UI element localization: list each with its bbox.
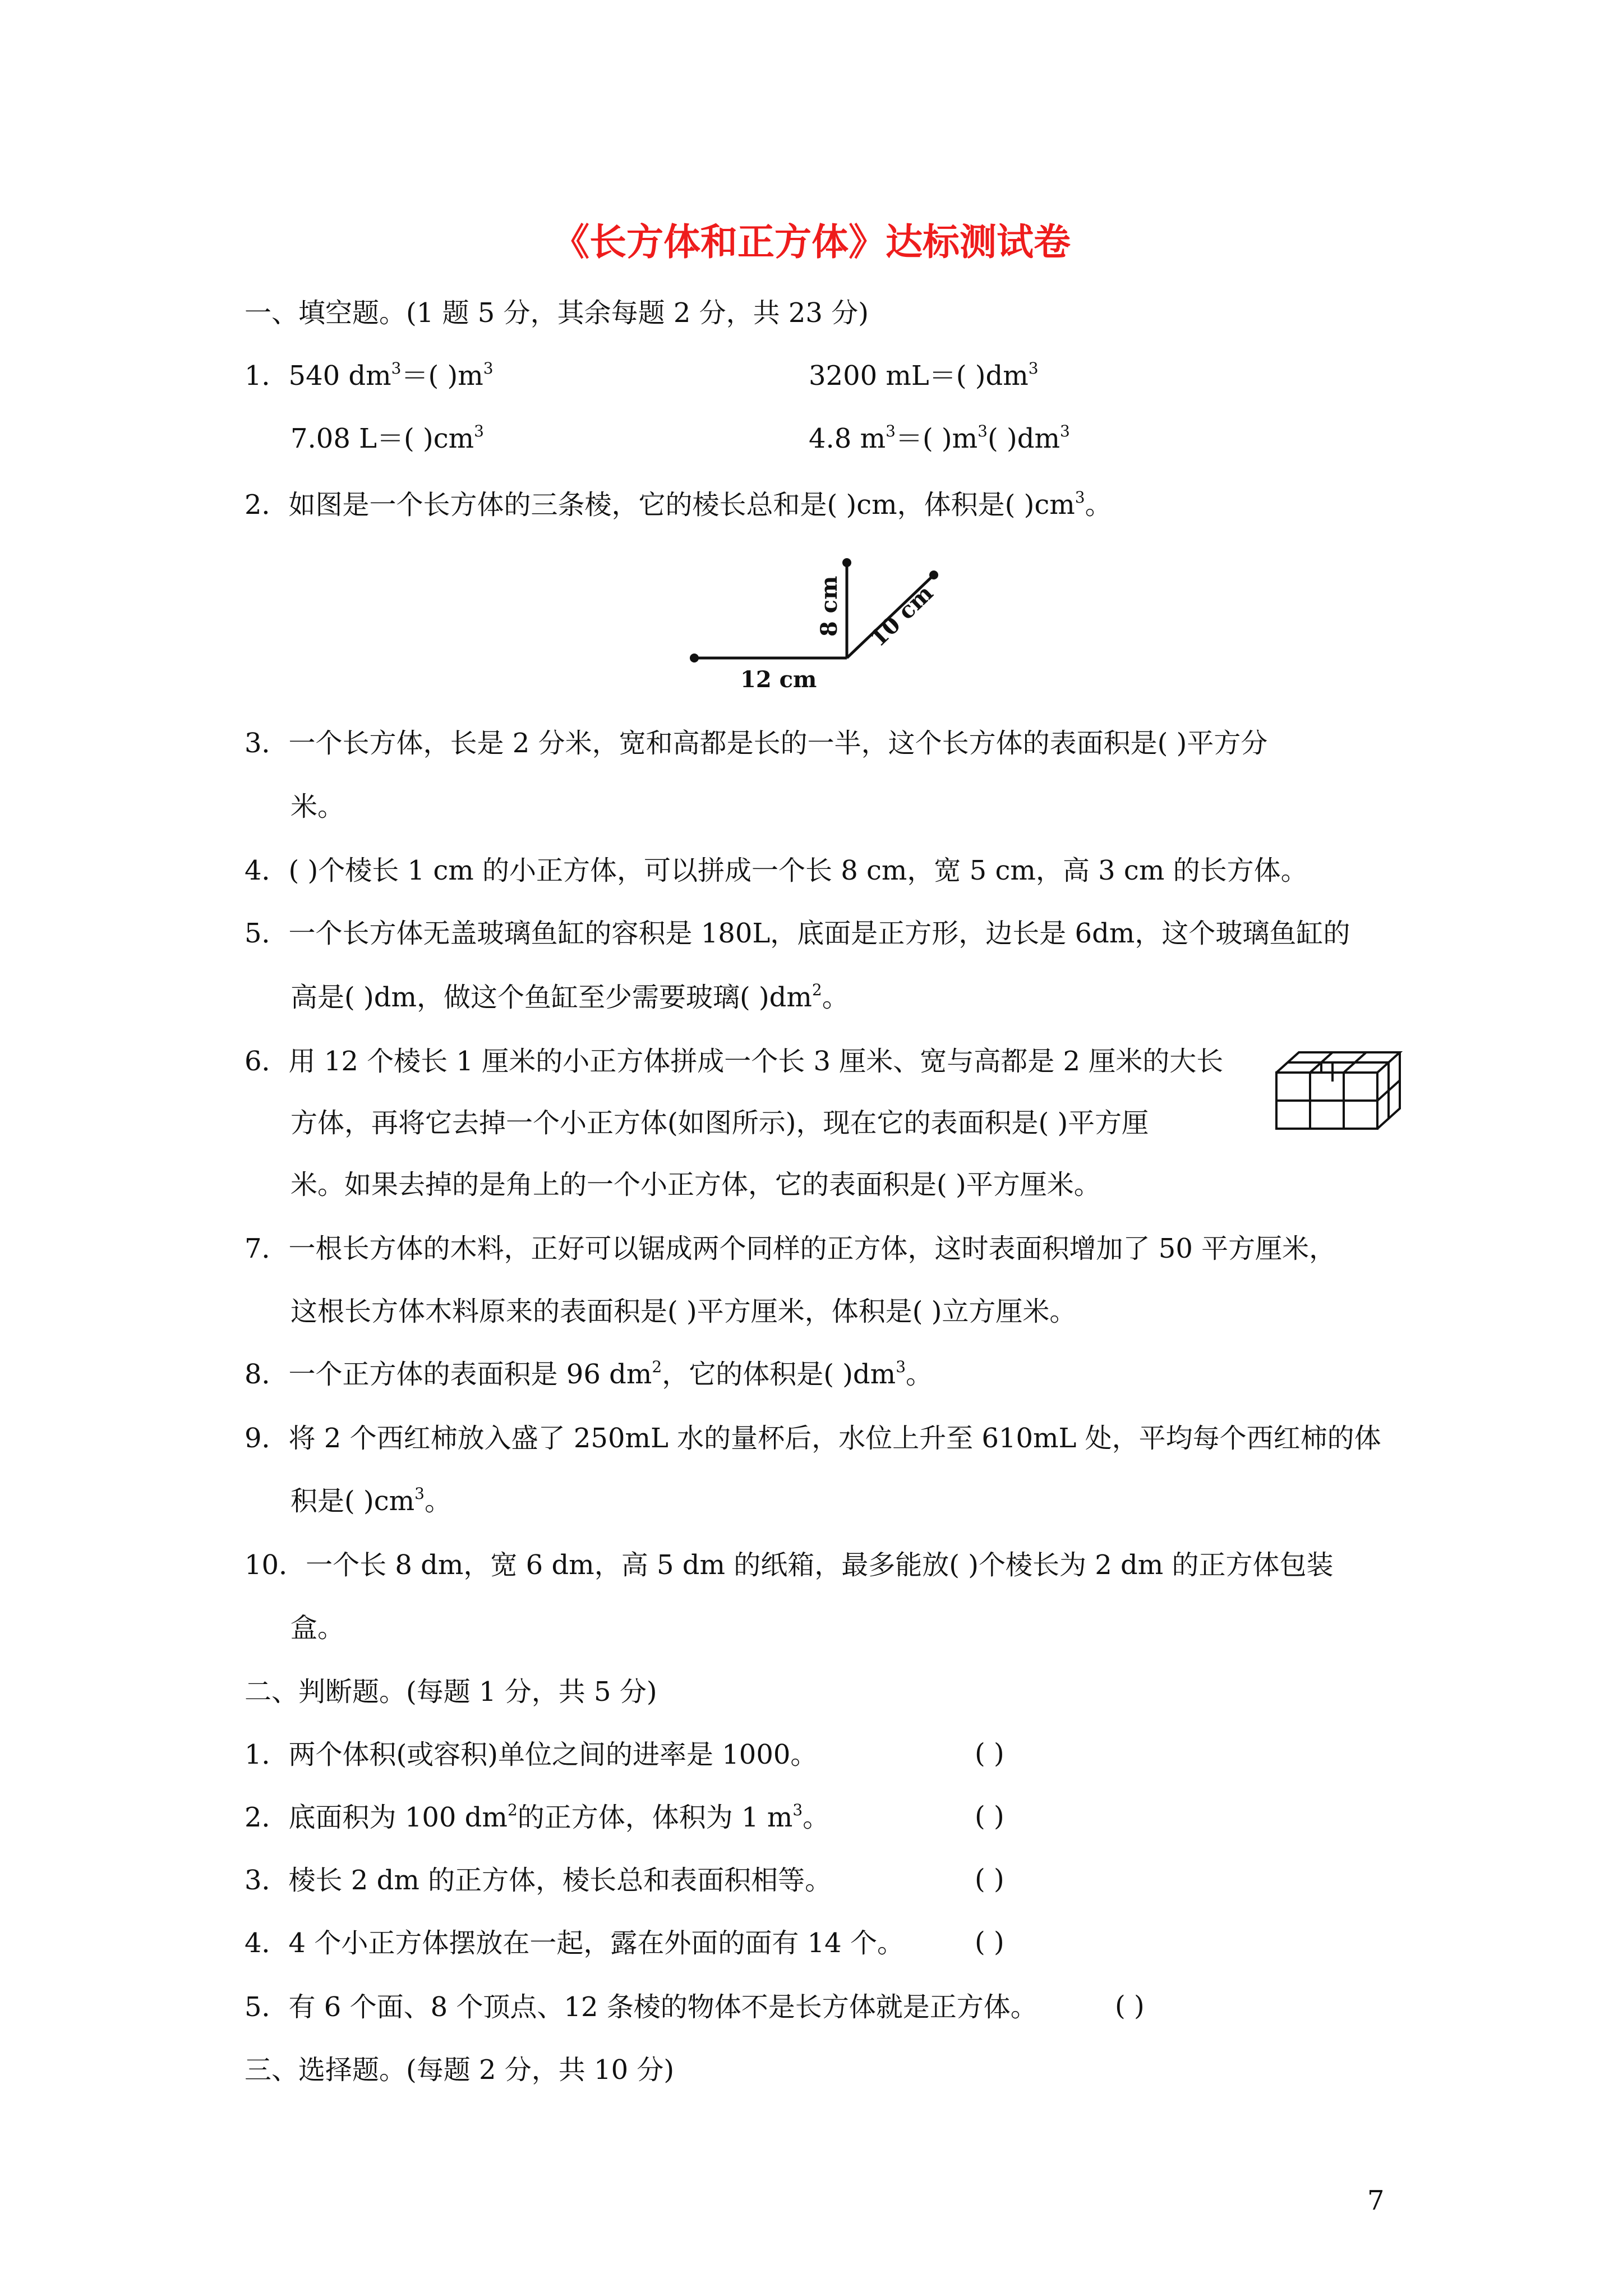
q1-d-text: 4.8 m bbox=[809, 423, 886, 454]
superscript: 3 bbox=[1028, 359, 1039, 378]
superscript: 3 bbox=[483, 359, 494, 378]
q1-b-text: 3200 mL＝( )dm bbox=[809, 360, 1029, 392]
q3-line-1 bbox=[245, 726, 1267, 760]
q10-text: 一个长 8 dm，宽 6 dm，高 5 dm 的纸箱，最多能放( )个棱长为 2 dm 的正方体包装 bbox=[306, 1549, 1334, 1581]
q7-text: 一根长方体的木料，正好可以锯成两个同样的正方体，这时表面积增加了 50 平方厘米， bbox=[288, 1233, 1336, 1264]
q8-blank: ，它的体积是( )dm bbox=[662, 1359, 896, 1390]
q9-line-2 bbox=[291, 1484, 451, 1518]
q1-a-blank: ＝( )m bbox=[401, 360, 483, 392]
q10-line-1 bbox=[245, 1548, 1334, 1582]
superscript: 3 bbox=[1075, 488, 1085, 507]
answer-paren[interactable]: ( ) bbox=[975, 1801, 1004, 1832]
q6-line-1 bbox=[245, 1045, 1223, 1078]
tf-item-4 bbox=[245, 1926, 904, 1960]
tf-item-3 bbox=[245, 1864, 832, 1897]
punctuation: 。 bbox=[803, 1802, 830, 1833]
label-8cm: 8 cm bbox=[816, 576, 842, 637]
question-number: 5． bbox=[245, 1991, 289, 2023]
question-number: 1． bbox=[245, 1739, 289, 1770]
tf-item-2 bbox=[245, 1801, 829, 1834]
q6-line-3: 米。如果去掉的是角上的一个小正方体，它的表面积是( )平方厘米。 bbox=[291, 1169, 1101, 1200]
label-10cm: 10 cm bbox=[865, 579, 938, 652]
answer-paren[interactable]: ( ) bbox=[975, 1864, 1004, 1895]
question-number: 7． bbox=[245, 1233, 289, 1264]
q5-line-2 bbox=[291, 981, 849, 1014]
tf-text-2: 的正方体，体积为 1 m bbox=[517, 1802, 793, 1833]
q8-text: 一个正方体的表面积是 96 dm bbox=[288, 1359, 652, 1390]
q1-b bbox=[809, 359, 1039, 393]
q5-text: 一个长方体无盖玻璃鱼缸的容积是 180L，底面是正方形，边长是 6dm，这个玻璃鱼缸的 bbox=[288, 918, 1350, 949]
q3-line-2: 米。 bbox=[291, 791, 345, 822]
superscript: 3 bbox=[1059, 422, 1070, 440]
q9-text: 将 2 个西红柿放入盛了 250mL 水的量杯后，水位上升至 610mL 处，平均每个西红柿的体 bbox=[288, 1423, 1381, 1454]
question-number: 6． bbox=[245, 1046, 289, 1077]
superscript: 2 bbox=[652, 1358, 662, 1376]
q10-line-2: 盒。 bbox=[291, 1612, 345, 1644]
superscript: 3 bbox=[474, 422, 484, 440]
q6-text: 用 12 个棱长 1 厘米的小正方体拼成一个长 3 厘米、宽与高都是 2 厘米的大长 bbox=[288, 1046, 1224, 1077]
q1-c-text: 7.08 L＝( )cm bbox=[291, 423, 474, 454]
q2-text: 如图是一个长方体的三条棱，它的棱长总和是( )cm，体积是( )cm bbox=[288, 489, 1075, 521]
q1-row-1 bbox=[245, 359, 494, 393]
question-number: 5． bbox=[245, 918, 289, 949]
question-number: 2． bbox=[245, 1802, 289, 1833]
tf-text: 两个体积(或容积)单位之间的进率是 1000。 bbox=[288, 1739, 818, 1770]
punctuation: 。 bbox=[822, 982, 849, 1013]
q5-text-2: 高是( )dm，做这个鱼缸至少需要玻璃( )dm bbox=[291, 982, 812, 1013]
page-number: 7 bbox=[1367, 2185, 1385, 2216]
q3-text: 一个长方体，长是 2 分米，宽和高都是长的一半，这个长方体的表面积是( )平方分 bbox=[288, 728, 1268, 759]
q9-text-2: 积是( )cm bbox=[291, 1485, 415, 1517]
cube-arrangement-figure bbox=[1274, 1050, 1403, 1131]
question-number: 10． bbox=[245, 1549, 306, 1581]
punctuation: 。 bbox=[424, 1485, 451, 1517]
question-number: 1． bbox=[245, 360, 289, 392]
q8 bbox=[245, 1358, 933, 1391]
question-number: 2． bbox=[245, 489, 289, 521]
question-number: 4． bbox=[245, 855, 289, 886]
q1-d-blank-1: ＝( )m bbox=[895, 423, 978, 454]
superscript: 3 bbox=[896, 1358, 906, 1376]
superscript: 3 bbox=[978, 422, 988, 440]
q7-line-2: 这根长方体木料原来的表面积是( )平方厘米，体积是( )立方厘米。 bbox=[291, 1296, 1077, 1327]
superscript: 3 bbox=[414, 1484, 425, 1503]
question-number: 4． bbox=[245, 1927, 289, 1959]
three-edges-figure bbox=[684, 553, 948, 698]
punctuation: 。 bbox=[1085, 489, 1112, 521]
q4-text: ( )个棱长 1 cm 的小正方体，可以拼成一个长 8 cm，宽 5 cm，高 3 cm 的长方体。 bbox=[288, 855, 1308, 886]
tf-text: 棱长 2 dm 的正方体，棱长总和表面积相等。 bbox=[288, 1865, 832, 1896]
punctuation: 。 bbox=[906, 1359, 933, 1390]
section-heading-true-false: 二、判断题。(每题 1 分，共 5 分) bbox=[245, 1676, 657, 1708]
superscript: 2 bbox=[507, 1801, 518, 1819]
label-12cm: 12 cm bbox=[740, 666, 817, 693]
q5-line-1 bbox=[245, 917, 1350, 950]
section-heading-fill-in: 一、填空题。(1 题 5 分，其余每题 2 分，共 23 分) bbox=[245, 297, 869, 329]
page-title: 《长方体和正方体》达标测试卷 bbox=[552, 220, 1071, 264]
q1-a-text: 540 dm bbox=[288, 360, 391, 392]
superscript: 2 bbox=[811, 981, 822, 999]
q1-d-blank-2: ( )dm bbox=[988, 423, 1060, 454]
superscript: 3 bbox=[391, 359, 402, 378]
tf-item-5 bbox=[245, 1990, 1038, 2024]
q4 bbox=[245, 854, 1308, 887]
question-number: 8． bbox=[245, 1359, 289, 1390]
q6-line-2: 方体，再将它去掉一个小正方体(如图所示)，现在它的表面积是( )平方厘 bbox=[291, 1107, 1149, 1139]
q2 bbox=[245, 488, 1112, 522]
question-number: 3． bbox=[245, 728, 289, 759]
question-number: 9． bbox=[245, 1423, 289, 1454]
answer-paren[interactable]: ( ) bbox=[1115, 1990, 1145, 2022]
answer-paren[interactable]: ( ) bbox=[975, 1926, 1004, 1958]
q9-line-1 bbox=[245, 1421, 1381, 1455]
tf-text: 4 个小正方体摆放在一起，露在外面的面有 14 个。 bbox=[288, 1927, 904, 1959]
superscript: 3 bbox=[886, 422, 896, 440]
endpoint-dot bbox=[690, 654, 699, 662]
tf-text: 有 6 个面、8 个顶点、12 条棱的物体不是长方体就是正方体。 bbox=[288, 1991, 1038, 2023]
endpoint-dot bbox=[842, 558, 851, 567]
question-number: 3． bbox=[245, 1865, 289, 1896]
q1-c bbox=[291, 422, 484, 455]
tf-item-1 bbox=[245, 1738, 817, 1772]
q1-d bbox=[809, 422, 1070, 455]
section-heading-multiple-choice: 三、选择题。(每题 2 分，共 10 分) bbox=[245, 2054, 675, 2086]
answer-paren[interactable]: ( ) bbox=[975, 1738, 1004, 1769]
endpoint-dot bbox=[929, 570, 938, 579]
q7-line-1 bbox=[245, 1232, 1336, 1266]
superscript: 3 bbox=[792, 1801, 803, 1819]
tf-text: 底面积为 100 dm bbox=[288, 1802, 508, 1833]
